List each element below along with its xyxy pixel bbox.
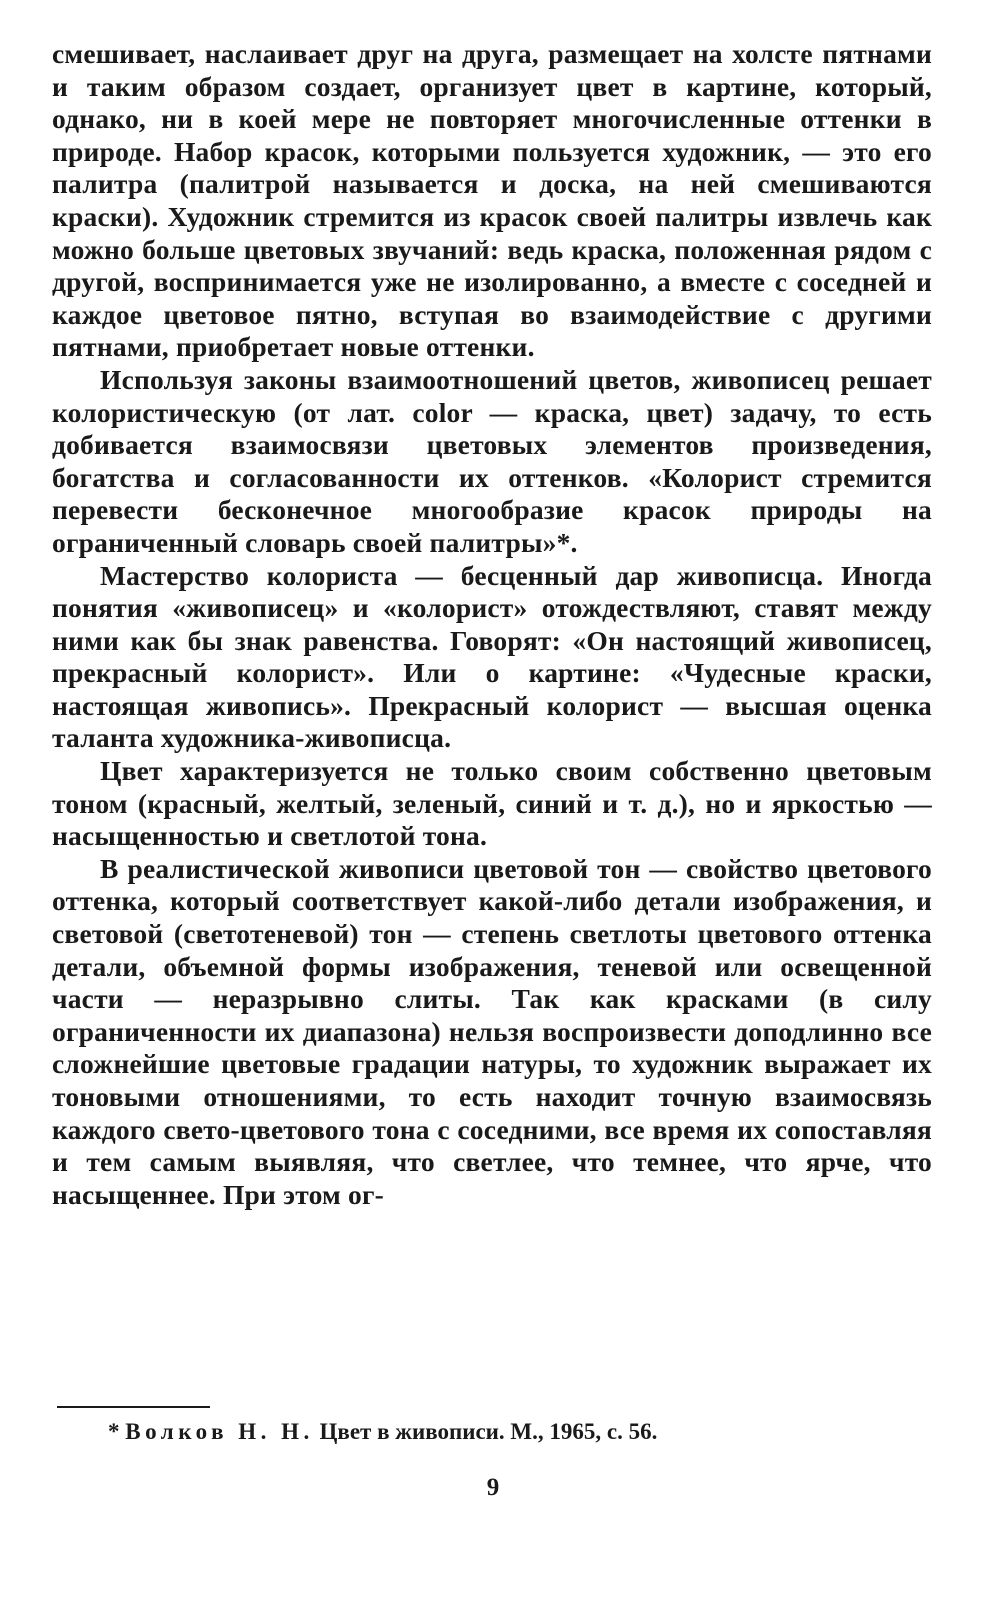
paragraph-3: Мастерство колориста — бесценный дар живописца. Иногда понятия «живописец» и «колорист» отождествляют, ставят между ними как бы знак равенства. Говорят: «Он настоящий живописец, прекрасный колорист». Или о картине: «Чудесные краски, настоящая живопись». Прекрасный колорист — высшая оценка таланта художника-живописца. (52, 559, 932, 754)
page-number: 9 (486, 1474, 500, 1501)
paragraph-4: Цвет характеризуется не только своим собственно цветовым тоном (красный, желтый, зеленый, синий и т. д.), но и яркостью — насыщенностью и светлотой тона. (52, 755, 932, 852)
footnote-divider (57, 1406, 210, 1408)
footnote-marker: * (108, 1419, 120, 1444)
footnote-citation: Цвет в живописи. М., 1965, с. 56. (319, 1419, 658, 1444)
page-body (52, 38, 932, 1211)
paragraph-5: В реалистической живописи цветовой тон — свойство цветового оттенка, который соответствует какой-либо детали изображения, и световой (светотеневой) тон — степень светлоты цветового оттенка детали, объемной формы изображения, теневой или освещенной части — неразрывно слиты. Так как красками (в силу ограниченности их диапазона) нельзя воспроизвести доподлинно все сложнейшие цветовые градации натуры, то художник выражает их тоновыми отношениями, то есть находит точную взаимосвязь каждого свето-цветового тона с соседними, все время их сопоставляя и тем самым выявляя, что светлее, что темнее, что ярче, что насыщеннее. При этом ог- (52, 852, 932, 1210)
paragraph-1: смешивает, наслаивает друг на друга, размещает на холсте пятнами и таким образом создает, организует цвет в картине, который, однако, ни в коей мере не повторяет многочисленные оттенки в природе. Набор красок, которыми пользуется художник, — это его палитра (палитрой называется и доска, на ней смешиваются краски). Художник стремится из красок своей палитры извлечь как можно больше цветовых звучаний: ведь краска, положенная рядом с другой, воспринимается уже не изолированно, а вместе с соседней и каждое цветовое пятно, вступая во взаимодействие с другими пятнами, приобретает новые оттенки. (52, 38, 932, 363)
paragraph-2: Используя законы взаимоотношений цветов, живописец решает колористическую (от лат. color — краска, цвет) задачу, то есть добивается взаимосвязи цветовых элементов произведения, богатства и согласованности их оттенков. «Колорист стремится перевести бесконечное многообразие красок природы на ограниченный словарь своей палитры»*. (52, 363, 932, 558)
footnote (108, 1418, 657, 1446)
footnote-author: Волков Н. Н. (125, 1419, 314, 1444)
